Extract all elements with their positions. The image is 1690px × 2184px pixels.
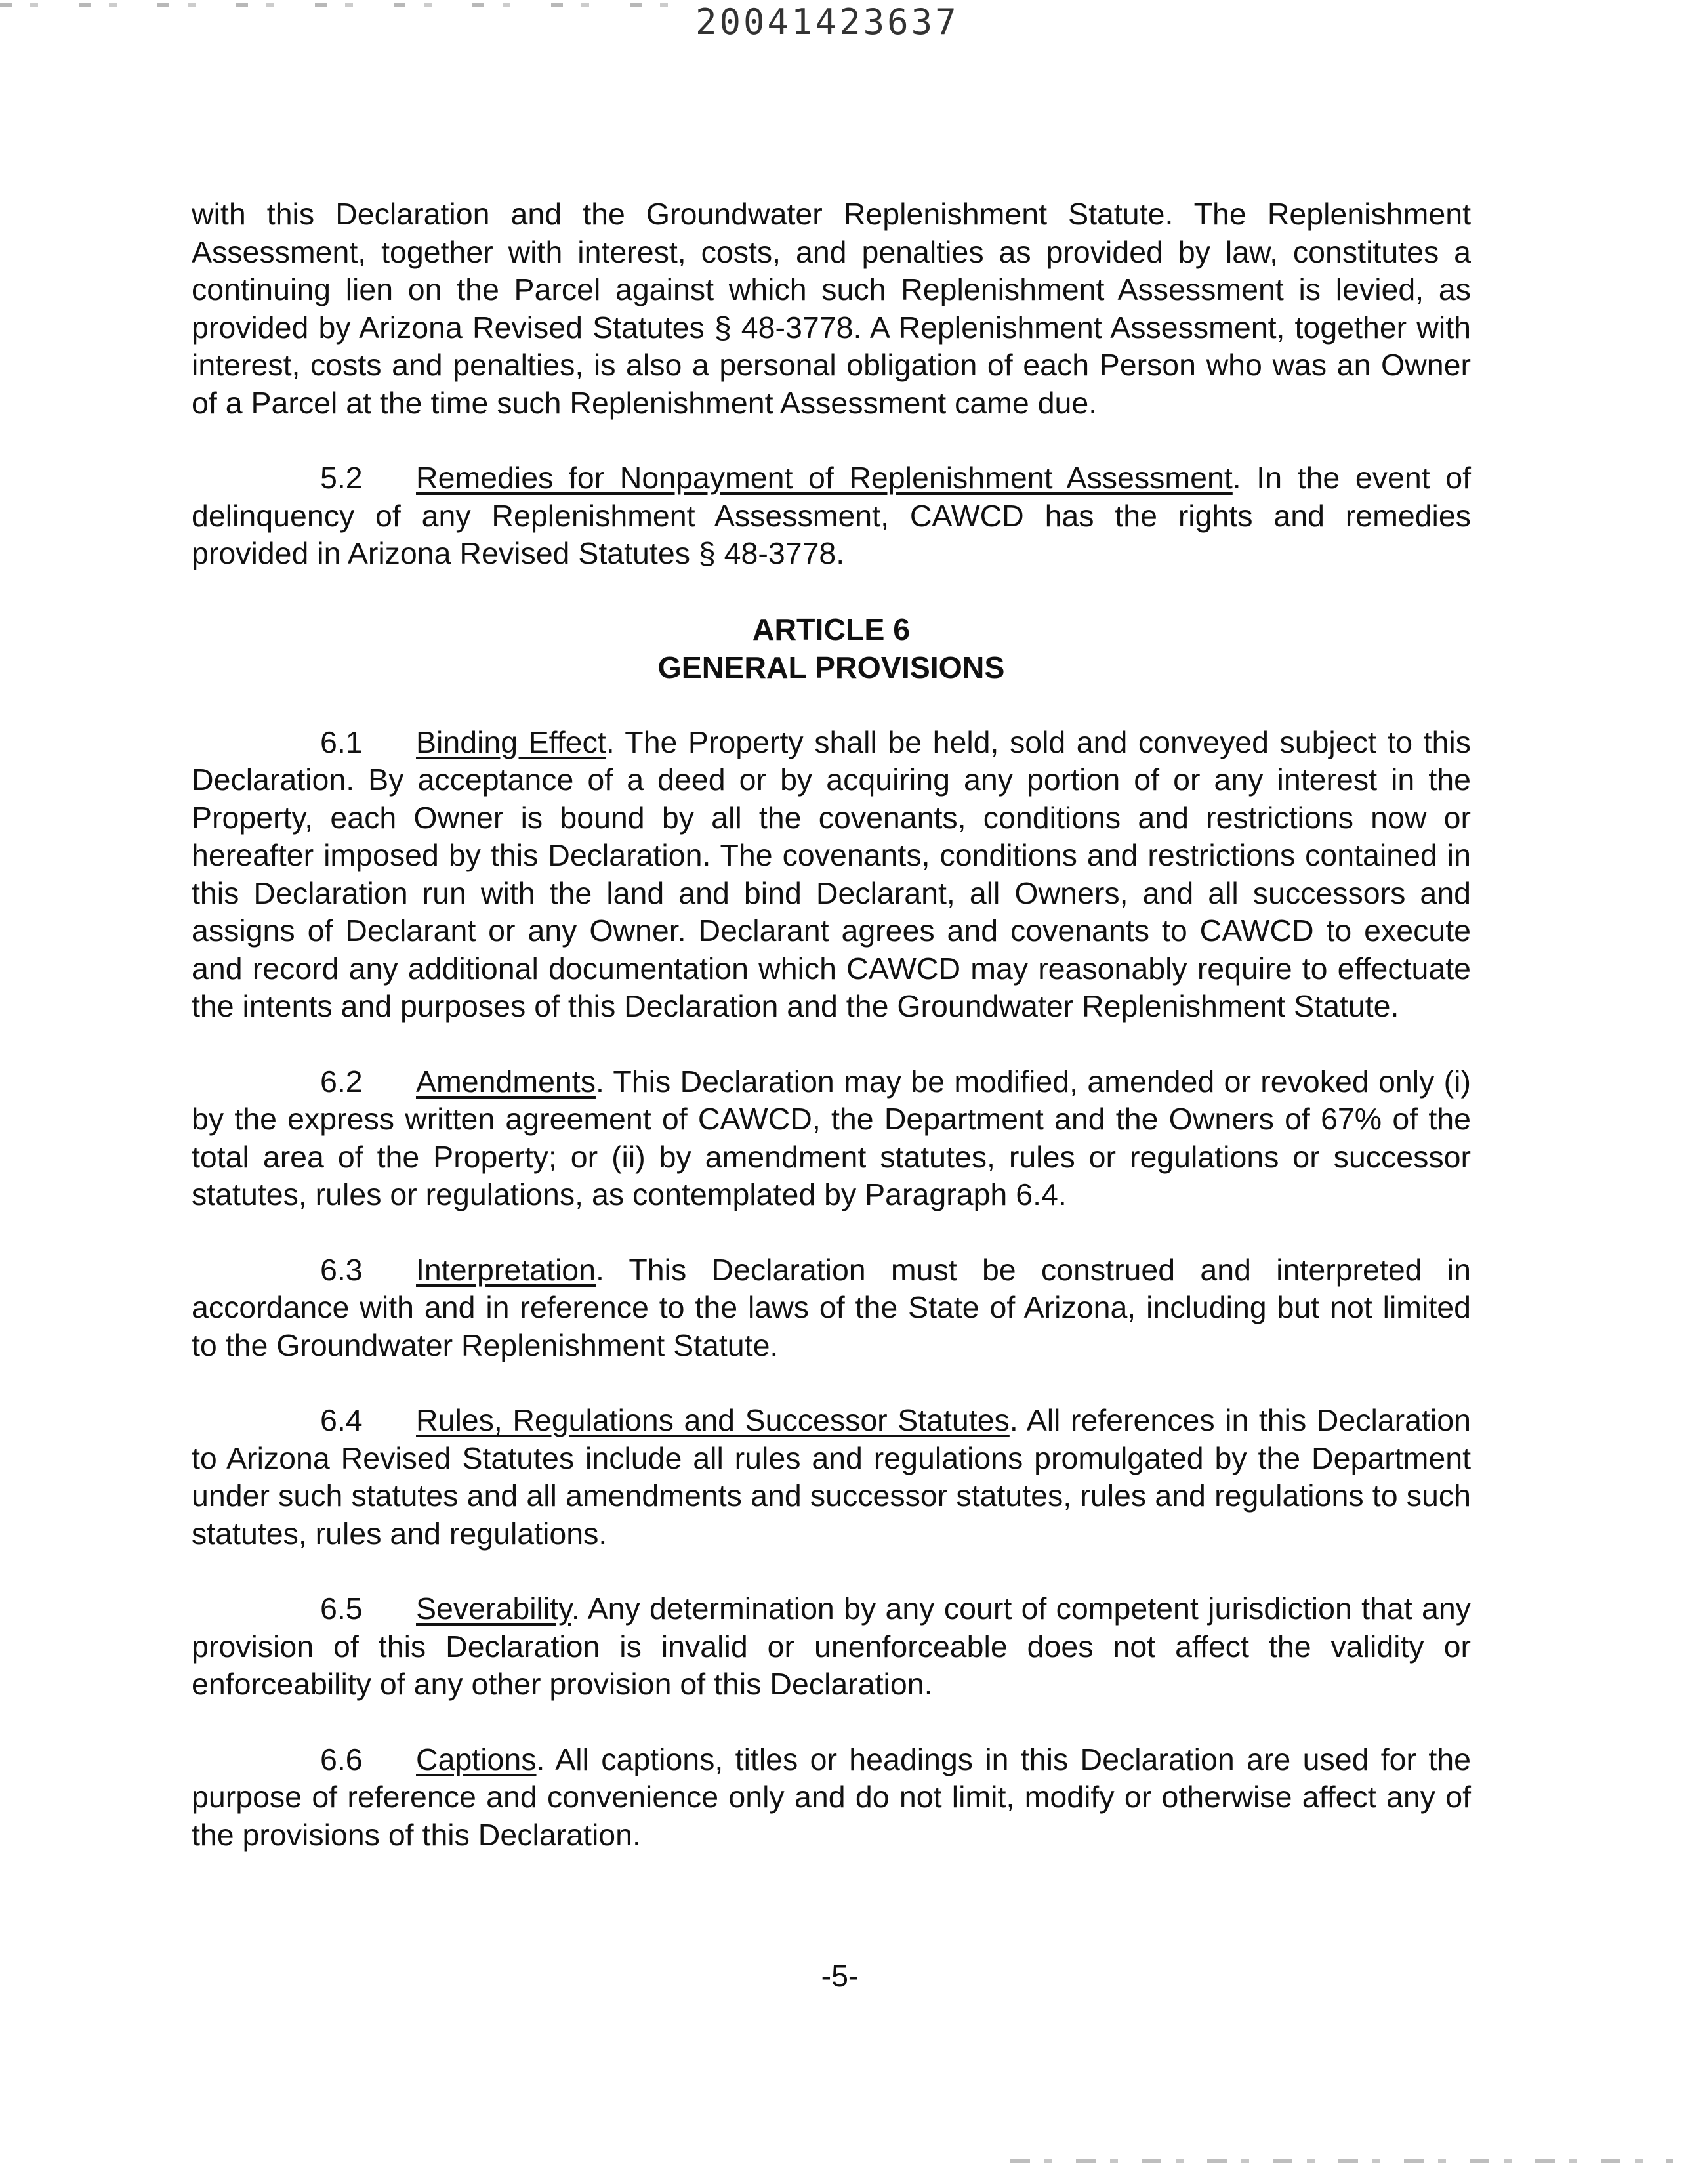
scan-artifact-top <box>0 3 695 7</box>
section-number: 6.6 <box>320 1742 363 1776</box>
section-number: 6.4 <box>320 1403 363 1437</box>
section-number: 6.5 <box>320 1591 363 1626</box>
document-body <box>192 196 1471 1891</box>
section-6-1 <box>192 724 1471 1026</box>
document-number: 20041423637 <box>695 1 959 43</box>
section-text: . Any determination by any court of competent jurisdiction that any provision of this Declaration is invalid or unenforceable does not affect the validity or enforceability of any other provision of this Declaration. <box>192 1591 1471 1701</box>
section-number: 5.2 <box>320 461 363 495</box>
section-caption: Remedies for Nonpayment of Replenishment Assessment <box>416 461 1233 495</box>
section-6-6 <box>192 1741 1471 1855</box>
section-6-4 <box>192 1402 1471 1553</box>
section-text: . This Declaration must be construed and interpreted in accordance with and in reference to the laws of the State of Arizona, including but not limited to the Groundwater Replenishment Statute. <box>192 1252 1471 1362</box>
section-caption: Captions <box>416 1742 537 1776</box>
section-caption: Severability <box>416 1591 571 1626</box>
section-text: . In the event of delinquency of any Replenishment Assessment, CAWCD has the rights and remedies provided in Arizona Revised Statutes § 48-3778. <box>192 461 1471 570</box>
page-number: -5- <box>821 1959 859 1993</box>
scan-artifact-bottom <box>1010 2159 1673 2163</box>
section-number: 6.2 <box>320 1064 363 1099</box>
section-6-2 <box>192 1063 1471 1214</box>
article-title: ARTICLE 6 <box>752 612 911 646</box>
continuation-paragraph: with this Declaration and the Groundwater Replenishment Statute. The Replenishment Assessment, together with interest, costs, and penalties as provided by law, constitutes a continuing lien on the Parcel against which such Replenishment Assessment is levied, as provided by Arizona Revised Statutes § 48-3778. A Replenishment Assessment, together with interest, costs and penalties, is also a personal obligation of each Person who was an Owner of a Parcel at the time such Replenishment Assessment came due. <box>192 197 1471 420</box>
section-number: 6.1 <box>320 724 363 759</box>
section-caption: Rules, Regulations and Successor Statutes <box>416 1403 1010 1437</box>
section-caption: Amendments <box>416 1064 596 1099</box>
section-text: . All captions, titles or headings in this Declaration are used for the purpose of reference and convenience only and do not limit, modify or otherwise affect any of the provisions of this Declaration. <box>192 1742 1471 1852</box>
section-caption: Interpretation <box>416 1252 596 1287</box>
section-text: . All references in this Declaration to Arizona Revised Statutes include all rules and regulations promulgated by the Department under such statutes and all amendments and successor statutes, rules and regulations to such statutes, rules and regulations. <box>192 1403 1471 1551</box>
article-heading <box>192 610 1471 686</box>
section-6-5 <box>192 1590 1471 1704</box>
section-text: . The Property shall be held, sold and conveyed subject to this Declaration. By acceptance of a deed or by acquiring any portion of or any interest in the Property, each Owner is bound by all the covenants, conditions and restrictions now or hereafter imposed by this Declaration. The covenants, conditions and restrictions contained in this Declaration run with the land and bind Declarant, all Owners, and all successors and assigns of Declarant or any Owner. Declarant agrees and covenants to CAWCD to execute and record any additional documentation which CAWCD may reasonably require to effectuate the intents and purposes of this Declaration and the Groundwater Replenishment Statute. <box>192 724 1471 1023</box>
article-subtitle: GENERAL PROVISIONS <box>657 650 1005 684</box>
section-text: . This Declaration may be modified, amended or revoked only (i) by the express written agreement of CAWCD, the Department and the Owners of 67% of the total area of the Property; or (ii) by amendment statutes, rules or regulations or successor statutes, rules or regulations, as contemplated by Paragraph 6.4. <box>192 1064 1471 1211</box>
section-number: 6.3 <box>320 1252 363 1287</box>
section-5-2 <box>192 459 1471 573</box>
section-6-3 <box>192 1251 1471 1365</box>
section-caption: Binding Effect <box>416 724 606 759</box>
